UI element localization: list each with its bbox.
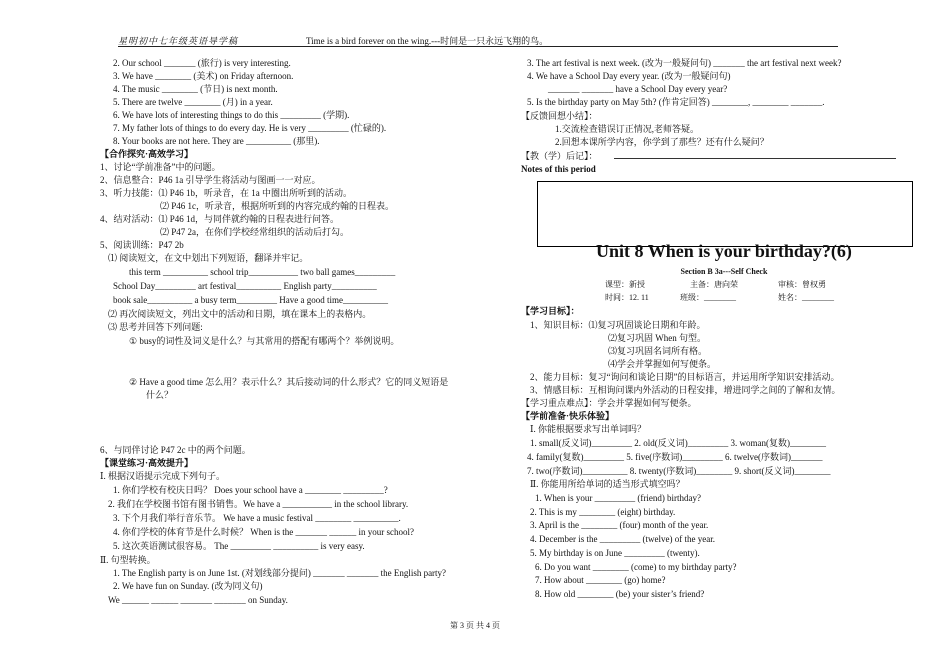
right-line: 3. April is the ________ (four) month of the year. <box>530 520 709 530</box>
left-line: 【合作探究·高效学习】 <box>100 149 194 159</box>
time-value: 12. 11 <box>629 293 649 302</box>
left-line: ⑵ P47 2a，在你们学校经常组织的活动后打勾。 <box>160 227 350 237</box>
left-line: ① busy的词性及词义是什么？与其常用的搭配有哪两个？举例说明。 <box>129 336 400 346</box>
notes-line <box>614 158 896 159</box>
right-line: ⑵复习巩固 When 句型。 <box>608 333 706 343</box>
right-line: ⑶复习巩固名词所有格。 <box>608 346 708 356</box>
time-label: 时间： <box>605 293 629 302</box>
right-line: 4. We have a School Day every year. (改为一般疑问句) <box>527 71 731 81</box>
left-line: 5. There are twelve ________ (月) in a year. <box>113 97 273 107</box>
name-label: 姓名： <box>778 293 802 302</box>
left-line: 4. The music ________ (节日) is next month. <box>113 84 278 94</box>
left-line: 2. 我们在学校图书馆有图书销售。We have a ___________ in the school library. <box>108 499 409 509</box>
left-line: School Day_________ art festival__________ English party__________ <box>113 281 377 291</box>
right-line: 2.回想本课所学内容，你学到了那些？还有什么疑问？ <box>555 137 769 147</box>
left-line: 1、讨论“学前准备”中的问题。 <box>100 162 221 172</box>
left-line: 4. 你们学校的体育节是什么时候？ When is the _______ ______ in your school? <box>113 527 414 537</box>
right-line: 7. How about ________ (go) home? <box>535 575 666 585</box>
left-line: 6、与同伴讨论 P47 2c 中的两个问题。 <box>100 445 251 455</box>
section-subtitle: Section B 3a---Self Check <box>680 267 768 276</box>
right-line: 2. This is my ________ (eight) birthday. <box>530 507 676 517</box>
class-value: ________ <box>704 293 736 302</box>
right-line: Notes of this period <box>521 164 596 174</box>
page-header <box>118 32 838 47</box>
right-line: 1、知识目标：⑴复习巩固谈论日期和年龄。 <box>530 320 706 330</box>
school-name: 星明初中七年级英语导学稿 <box>118 36 239 46</box>
left-line: Ⅱ. 句型转换。 <box>100 555 156 565</box>
left-line: 3. 下个月我们举行音乐节。 We have a music festival ________ __________. <box>113 513 401 523</box>
left-line: 5. 这次英语测试很容易。 The _________ __________ is very easy. <box>113 541 365 551</box>
right-line: 1. When is your _________ (friend) birthday? <box>535 493 702 503</box>
left-line: 【课堂练习·高效提升】 <box>100 458 194 468</box>
left-line: ⑴ 阅读短文，在文中划出下列短语，翻译并牢记。 <box>108 253 309 263</box>
lead-label: 主备： <box>690 280 714 289</box>
right-line: 5. Is the birthday party on May 5th? (作肯定回答) ________, ________ _______. <box>527 97 825 107</box>
review-label: 审核： <box>778 280 802 289</box>
right-line: 2、能力目标：复习“询问和谈论日期”的目标语言，并运用所学知识安排活动。 <box>530 372 840 382</box>
right-line: 【教（学）后记】： <box>521 151 598 161</box>
left-line: 6. We have lots of interesting things to do this _________ (学期). <box>113 110 350 120</box>
left-line: 4、结对活动：⑴ P46 1d，与同伴就约翰的日程表进行问答。 <box>100 214 340 224</box>
right-line: Ⅰ. 你能根据要求写出单词吗？ <box>530 424 647 434</box>
left-line: 3、听力技能：⑴ P46 1b，听录音，在 1a 中圈出所听到的活动。 <box>100 188 353 198</box>
right-line: 8. How old ________ (be) your sister’s friend? <box>535 589 705 599</box>
class-label: 班级： <box>680 293 704 302</box>
lead-value: 唐向荣 <box>714 280 738 289</box>
right-line: 6. Do you want ________ (come) to my birthday party? <box>535 562 737 572</box>
notes-box <box>537 181 913 247</box>
right-line: 5. My birthday is on June _________ (twenty). <box>530 548 700 558</box>
right-line: Ⅱ. 你能用所给单词的适当形式填空吗？ <box>530 479 685 489</box>
right-line: 1.交流检查错误订正情况,老师答疑。 <box>555 124 700 134</box>
right-line: 【学前准备·快乐体验】 <box>521 411 615 421</box>
right-line: _______ _______ have a School Day every year? <box>548 84 728 94</box>
left-line: We ______ ______ _______ _______ on Sunday. <box>108 595 288 605</box>
right-line: 3. The art festival is next week. (改为一般疑问句) _______ the art festival next week? <box>527 58 842 68</box>
left-line: ⑵ 再次阅读短文，列出文中的活动和日期，填在课本上的表格内。 <box>108 309 372 319</box>
name-value: ________ <box>802 293 834 302</box>
left-line: 5、阅读训练：P47 2b <box>100 240 184 250</box>
page-title: Unit 8 When is your birthday?(6) <box>596 241 852 261</box>
left-line: 2. Our school _______ (旅行) is very interesting. <box>113 58 291 68</box>
left-line: ⑵ P46 1c，听录音，根据所听到的内容完成约翰的日程表。 <box>160 201 395 211</box>
right-line: 7. two(序数词)__________ 8. twenty(序数词)________ 9. short(反义词)________ <box>527 466 831 476</box>
left-line: 2、信息整合：P46 1a 引导学生将活动与图画一一对应。 <box>100 175 321 185</box>
type-label: 课型： <box>605 280 629 289</box>
left-line: Ⅰ. 根据汉语提示完成下列句子。 <box>100 471 226 481</box>
left-line: book sale__________ a busy term_________ Have a good time__________ <box>113 295 388 305</box>
right-line: 1. small(反义词)_________ 2. old(反义词)_________ 3. woman(复数)________ <box>530 438 826 448</box>
left-line: this term __________ school trip___________ two ball games_________ <box>129 267 396 277</box>
left-line: 2. We have fun on Sunday. (改为同义句) <box>113 581 263 591</box>
right-line: ⑷学会并掌握如何写便条。 <box>608 359 717 369</box>
left-line: 3. We have ________ (美术) on Friday afternoon. <box>113 71 294 81</box>
left-line: 1. The English party is on June 1st. (对划线部分提问) _______ _______ the English party? <box>113 568 447 578</box>
header-motto: Time is a bird forever on the wing.---时间是一只永远飞翔的鸟。 <box>306 36 549 46</box>
right-line: 4. family(复数)_________ 5. five(序数词)_________ 6. twelve(序数词)_______ <box>527 452 823 462</box>
type-value: 新授 <box>629 280 645 289</box>
left-line: 7. My father lots of things to do every day. He is very _________ (忙碌的). <box>113 123 387 133</box>
page-number: 第 3 页 共 4 页 <box>450 621 500 630</box>
right-line: 3、情感目标：互相询问课内外活动的日程安排，增进同学之间的了解和友情。 <box>530 385 841 395</box>
right-line: 4. December is the _________ (twelve) of the year. <box>530 534 715 544</box>
right-line: 【学习重点难点】：学会并掌握如何写便条。 <box>521 398 697 408</box>
left-line: 8. Your books are not here. They are __________ (那里). <box>113 136 320 146</box>
left-line: ⑶ 思考并回答下列问题: <box>108 322 203 332</box>
left-line: ② Have a good time 怎么用？表示什么？其后接动词的什么形式？它的同义短语是 <box>129 377 449 387</box>
right-line: 【反馈回想小结】： <box>521 111 598 121</box>
left-line: 什么？ <box>146 390 174 400</box>
review-value: 曾权勇 <box>802 280 826 289</box>
right-line: 【学习目标】： <box>521 306 580 316</box>
left-line: 1. 你们学校有校庆日吗？ Does your school have a ________ _________? <box>113 485 388 495</box>
